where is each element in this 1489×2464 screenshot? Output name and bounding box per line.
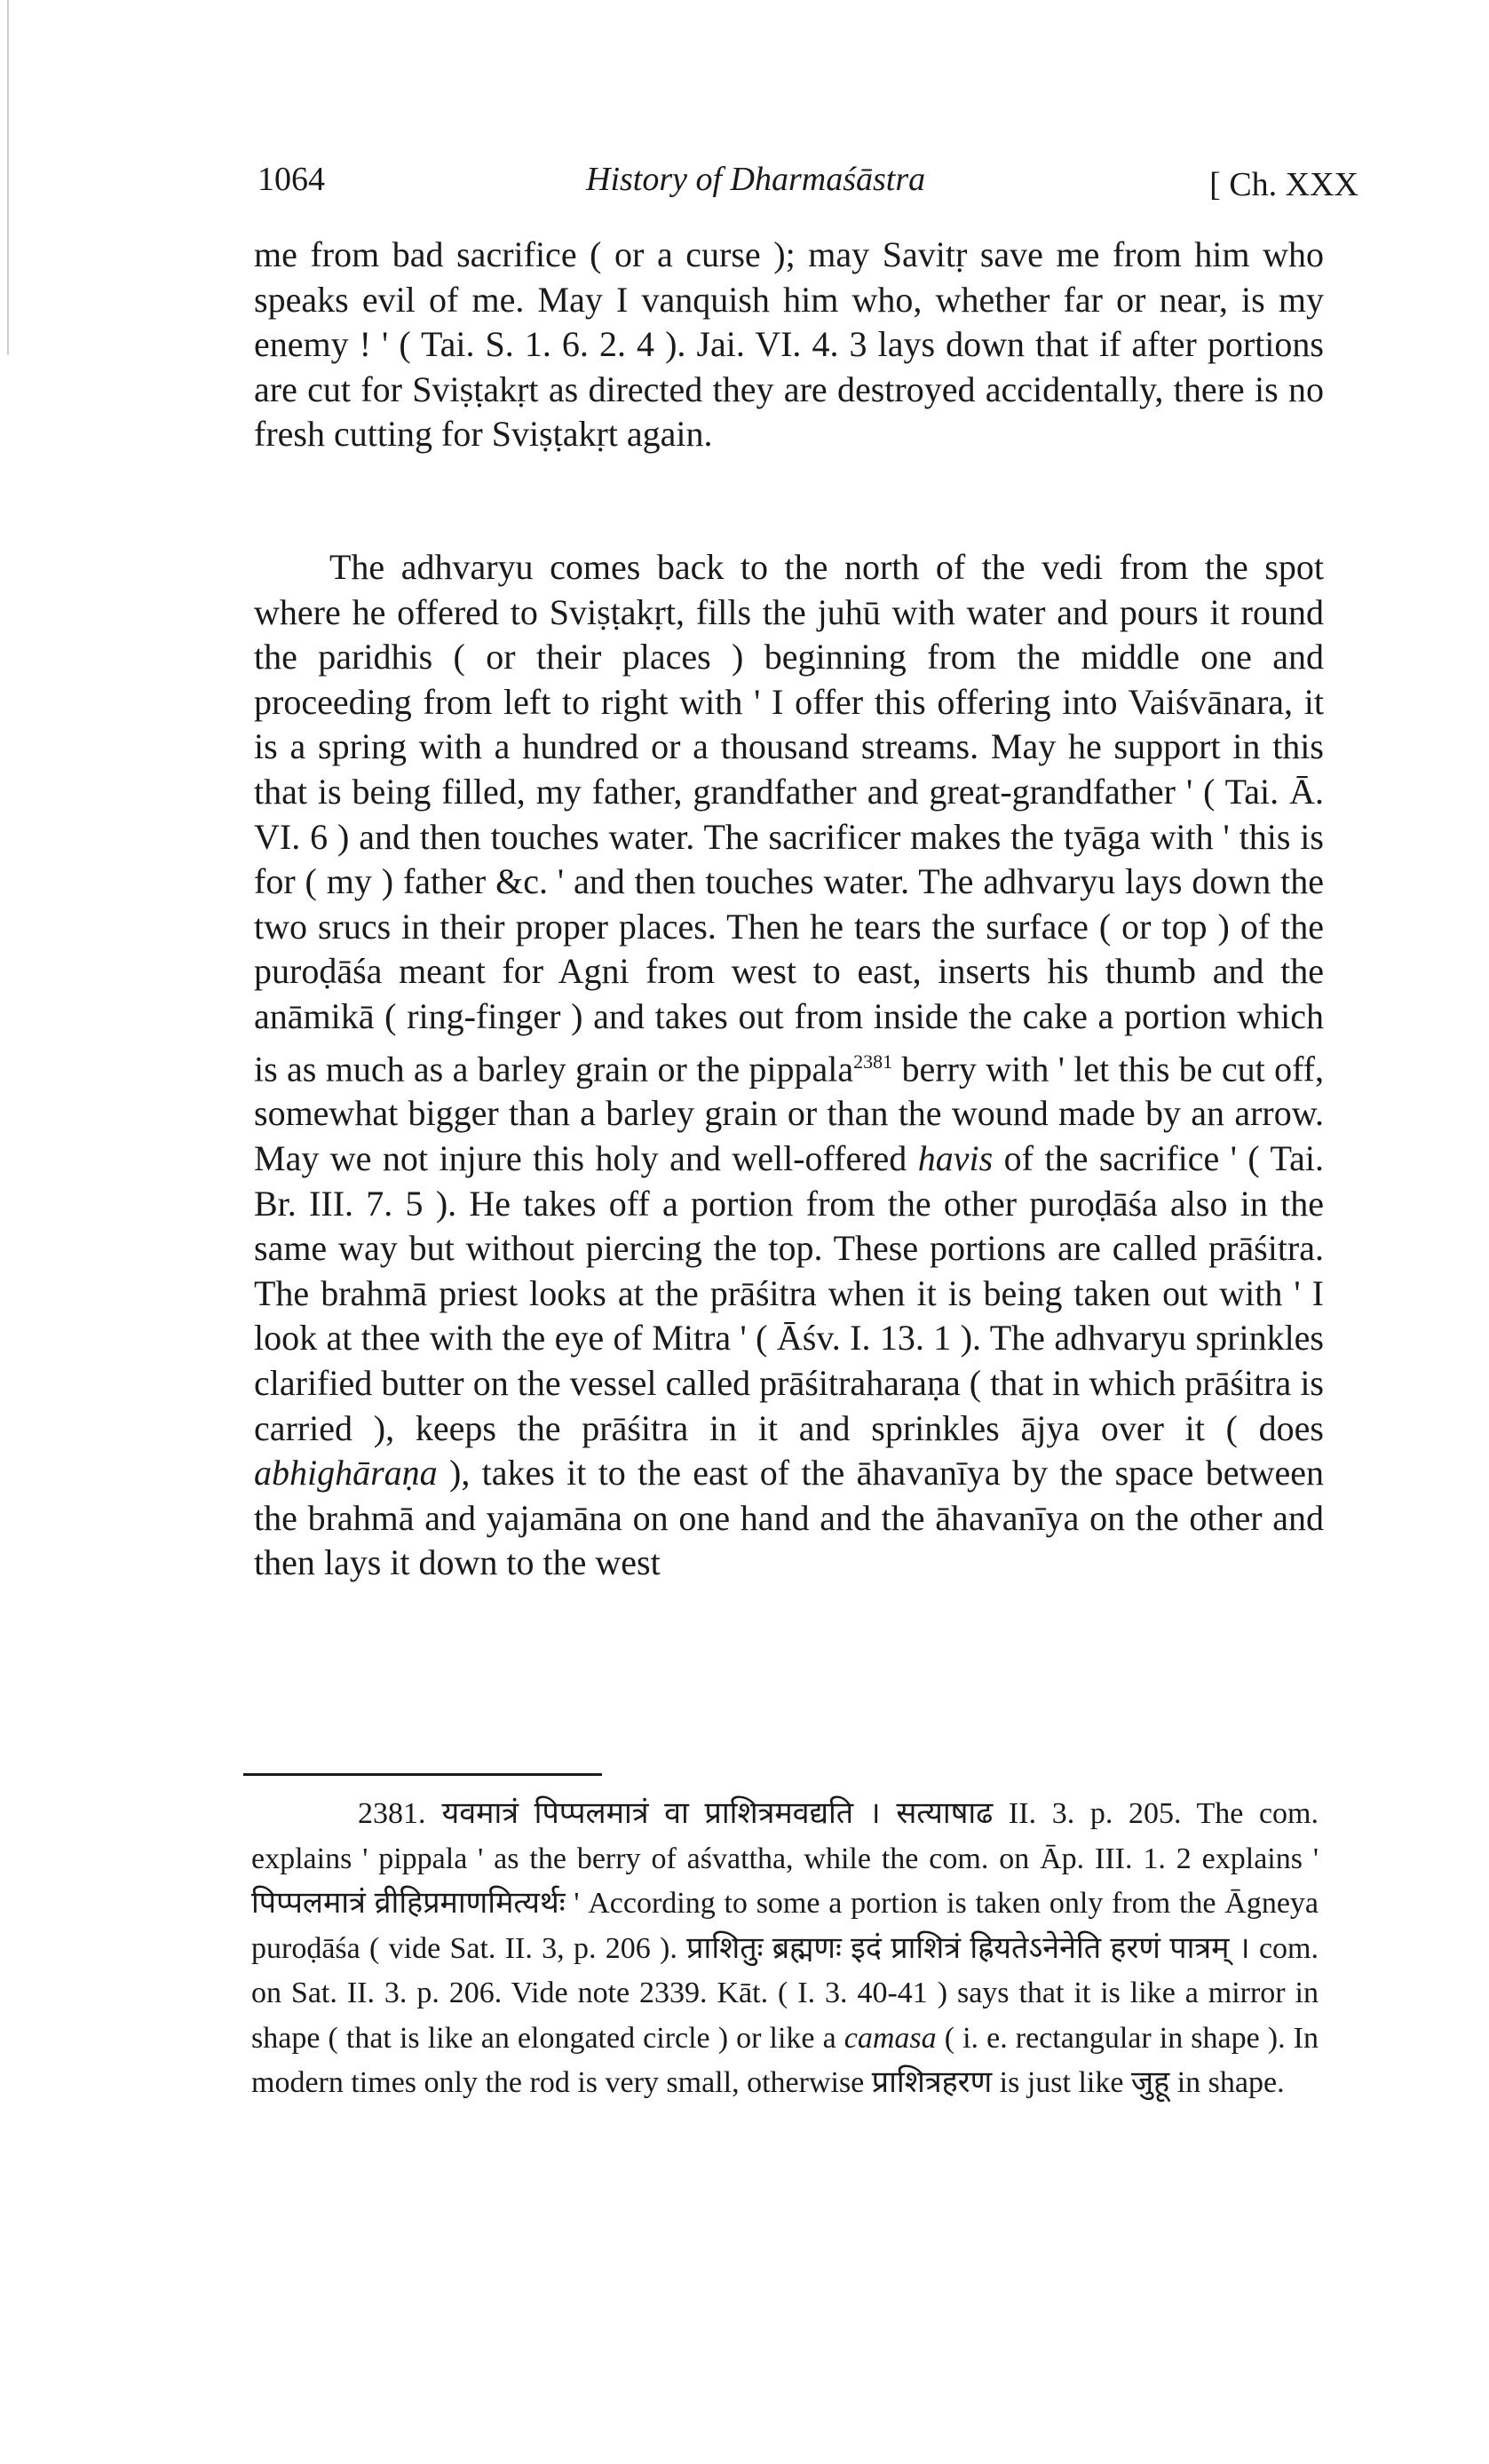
running-title: History of Dharmaśāstra bbox=[586, 161, 926, 198]
italic-abhigharana: abhighāraṇa bbox=[254, 1453, 438, 1493]
paragraph-2-text: The adhvaryu comes back to the north of the vedi from the spot where he offered to Sviṣṭakṛt, fills the juhū with water and pours it round the paridhis ( or their places ) beginning from the middle one and proceeding from left to right with ' I offer this offering into Vaiśvānara, it is a spring with a hundred or a thousand streams. May he support in this that is being filled, my father, grandfather and great-grandfather ' ( Tai. Ā. VI. 6 ) and then touches water. The sacrificer makes the tyāga with ' this is for ( my ) father &c. ' and then touches water. The adhvaryu lays down the two srucs in their proper places. Then he tears the surface ( or top ) of the puroḍāśa meant for Agni from west to east, inserts his thumb and the anāmikā ( ring-finger ) and takes out from inside the cake a portion which is as much as a barley grain or the pippala bbox=[254, 547, 1324, 1089]
footnote-text-2: ( i. e. rectangular in shape ). In modern times only the rod is very small, otherwise प्राशित्रहरण is just like जुहू in shape. bbox=[251, 2021, 1319, 2099]
footnote-number: 2381. bbox=[358, 1797, 426, 1830]
paragraph-2-tail: ), takes it to the east of the āhavanīya by the space between the brahmā and yajamāna on one hand and the āhavanīya on the other and then lays it down to the west bbox=[254, 1453, 1324, 1583]
italic-havis: havis bbox=[917, 1138, 994, 1179]
paragraph-2-continuation-b: of the sacrifice ' ( Tai. Br. III. 7. 5 ). He takes off a portion from the other puroḍāśa also in the same way but without piercing the top. These portions are called prāśitra. The brahmā priest looks at the prāśitra when it is being taken out with ' I look at thee with the eye of Mitra ' ( Āśv. I. 13. 1 ). The adhvaryu sprinkles clarified butter on the vessel called prāśitraharaṇa ( that in which prāśitra is carried ), keeps the prāśitra in it and sprinkles ājya over it ( does bbox=[254, 1138, 1324, 1448]
page-header bbox=[257, 153, 1358, 206]
paragraph-1: me from bad sacrifice ( or a curse ); may Savitṛ save me from him who speaks evil of me. May I vanquish him who, whether far or near, is my enemy ! ' ( Tai. S. 1. 6. 2. 4 ). Jai. VI. 4. 3 lays down that if after portions are cut for Sviṣṭakṛt as directed they are destroyed accidentally, there is no fresh cutting for Sviṣṭakṛt again. bbox=[254, 234, 1324, 455]
italic-camasa: camasa bbox=[844, 2021, 937, 2055]
footnote-text-1: यवमात्रं पिप्पलमात्रं वा प्राशित्रमवद्यति । सत्याषाढ II. 3. p. 205. The com. explains ' pippala ' as the berry of aśvattha, while the com. on Āp. III. 1. 2 explains ' पिप्पलमात्रं व्रीहिप्रमाणमित्यर्थः ' According to some a portion is taken only from the Āgneya puroḍāśa ( vide Sat. II. 3, p. 206 ). प्राशितुः ब्रह्मणः इदं प्राशित्रं ह्रियतेऽनेनेति हरणं पात्रम् । com. on Sat. II. 3. p. 206. Vide note 2339. Kāt. ( I. 3. 40-41 ) says that it is like a mirror in shape ( that is like an elongated circle ) or like a bbox=[251, 1797, 1319, 2055]
page-number: 1064 bbox=[257, 161, 325, 198]
footnote-2381 bbox=[251, 1792, 1319, 2106]
paragraph-2 bbox=[254, 545, 1324, 1586]
scan-margin-line bbox=[7, 0, 9, 355]
paragraph-2-continuation: berry with ' let this be cut off, somewhat bigger than a barley grain or than the wound made by an arrow. May we not injure this holy and well-offered bbox=[254, 1048, 1324, 1179]
chapter-label: [ Ch. XXX bbox=[1209, 166, 1358, 203]
footnote-divider bbox=[243, 1773, 602, 1776]
footnote-reference: 2381 bbox=[853, 1050, 893, 1073]
